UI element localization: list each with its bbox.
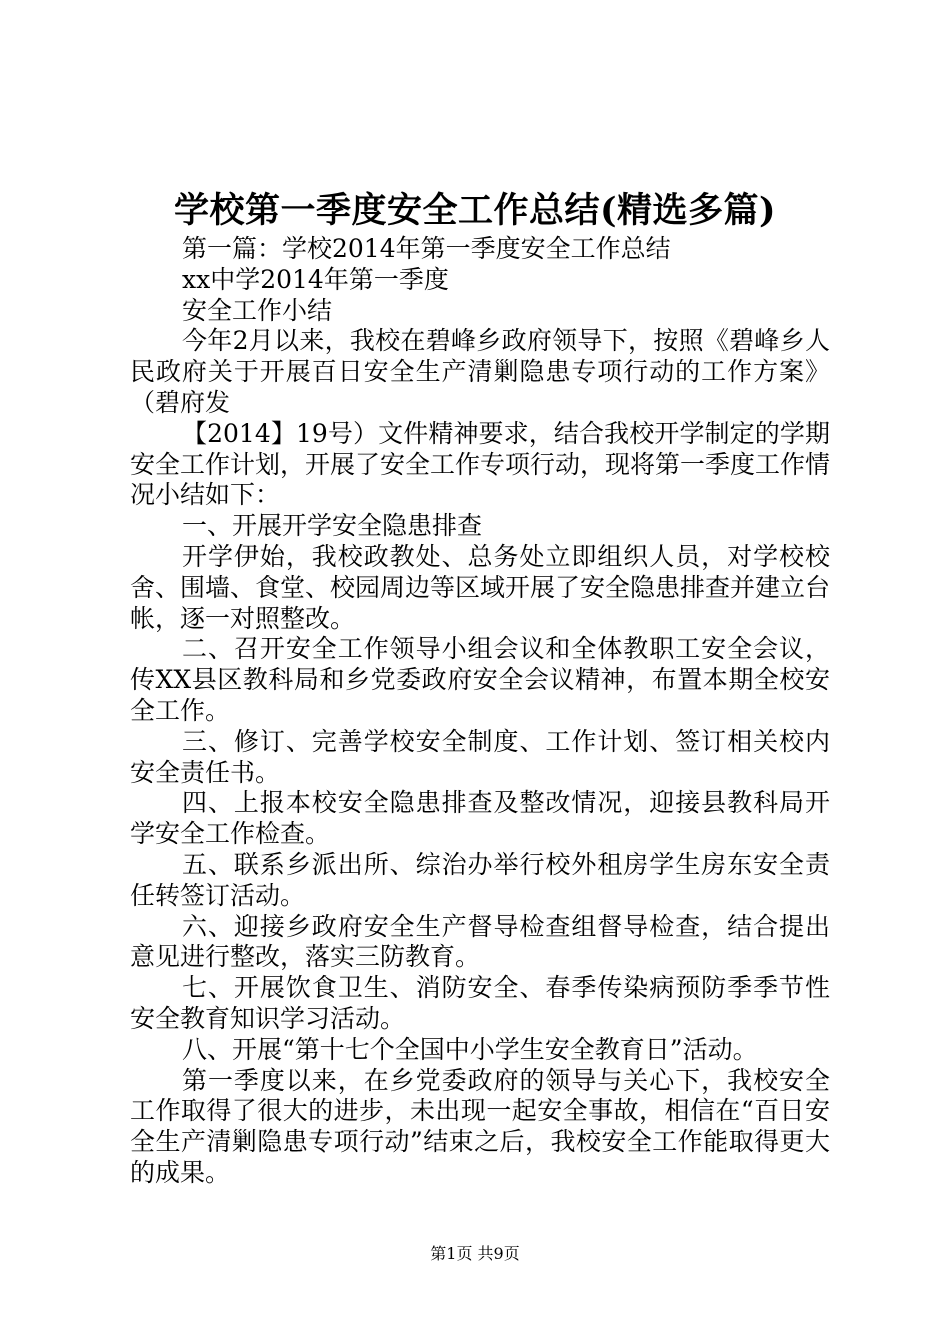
- section-item-6: 六、迎接乡政府安全生产督导检查组督导检查，结合提出意见进行整改，落实三防教育。: [130, 911, 830, 972]
- paragraph-heading-first: 第一篇：学校2014年第一季度安全工作总结: [182, 234, 671, 263]
- section-heading-1: 一、开展开学安全隐患排查: [182, 511, 483, 541]
- section-item-4: 四、上报本校安全隐患排查及整改情况，迎接县教科局开学安全工作检查。: [130, 788, 830, 849]
- paragraph-intro: 今年2月以来，我校在碧峰乡政府领导下，按照《碧峰乡人民政府关于开展百日安全生产清剿隐患专项行动的工作方案》（碧府发: [130, 326, 830, 417]
- page-number-footer: 第1页 共9页: [430, 1244, 520, 1263]
- section-body-1: 开学伊始，我校政教处、总务处立即组织人员，对学校校舍、围墙、食堂、校园周边等区域开展了安全隐患排查并建立台帐，逐一对照整改。: [130, 541, 831, 633]
- section-item-2: 二、召开安全工作领导小组会议和全体教职工安全会议，传XX县区教科局和乡党委政府安全会议精神，布置本期全校安全工作。: [130, 634, 830, 725]
- paragraph-intro-continued: 【2014】19号）文件精神要求，结合我校开学制定的学期安全工作计划，开展了安全工作专项行动，现将第一季度工作情况小结如下：: [130, 418, 831, 510]
- paragraph-conclusion: 第一季度以来，在乡党委政府的领导与关心下，我校安全工作取得了很大的进步，未出现一起安全事故，相信在“百日安全生产清剿隐患专项行动”结束之后，我校安全工作能取得更大的成果。: [130, 1065, 830, 1187]
- document-body: [130, 234, 830, 1189]
- section-item-8: 八、开展“第十七个全国中小学生安全教育日”活动。: [182, 1034, 758, 1064]
- document-title: 学校第一季度安全工作总结(精选多篇): [173, 190, 777, 231]
- section-item-3: 三、修订、完善学校安全制度、工作计划、签订相关校内安全责任书。: [130, 726, 830, 787]
- section-item-5: 五、联系乡派出所、综治办举行校外租房学生房东安全责任转签订活动。: [130, 849, 830, 910]
- section-item-7: 七、开展饮食卫生、消防安全、春季传染病预防季季节性安全教育知识学习活动。: [130, 973, 830, 1033]
- paragraph-school-year: xx中学2014年第一季度: [182, 264, 449, 294]
- paragraph-subtitle: 安全工作小结: [182, 295, 333, 325]
